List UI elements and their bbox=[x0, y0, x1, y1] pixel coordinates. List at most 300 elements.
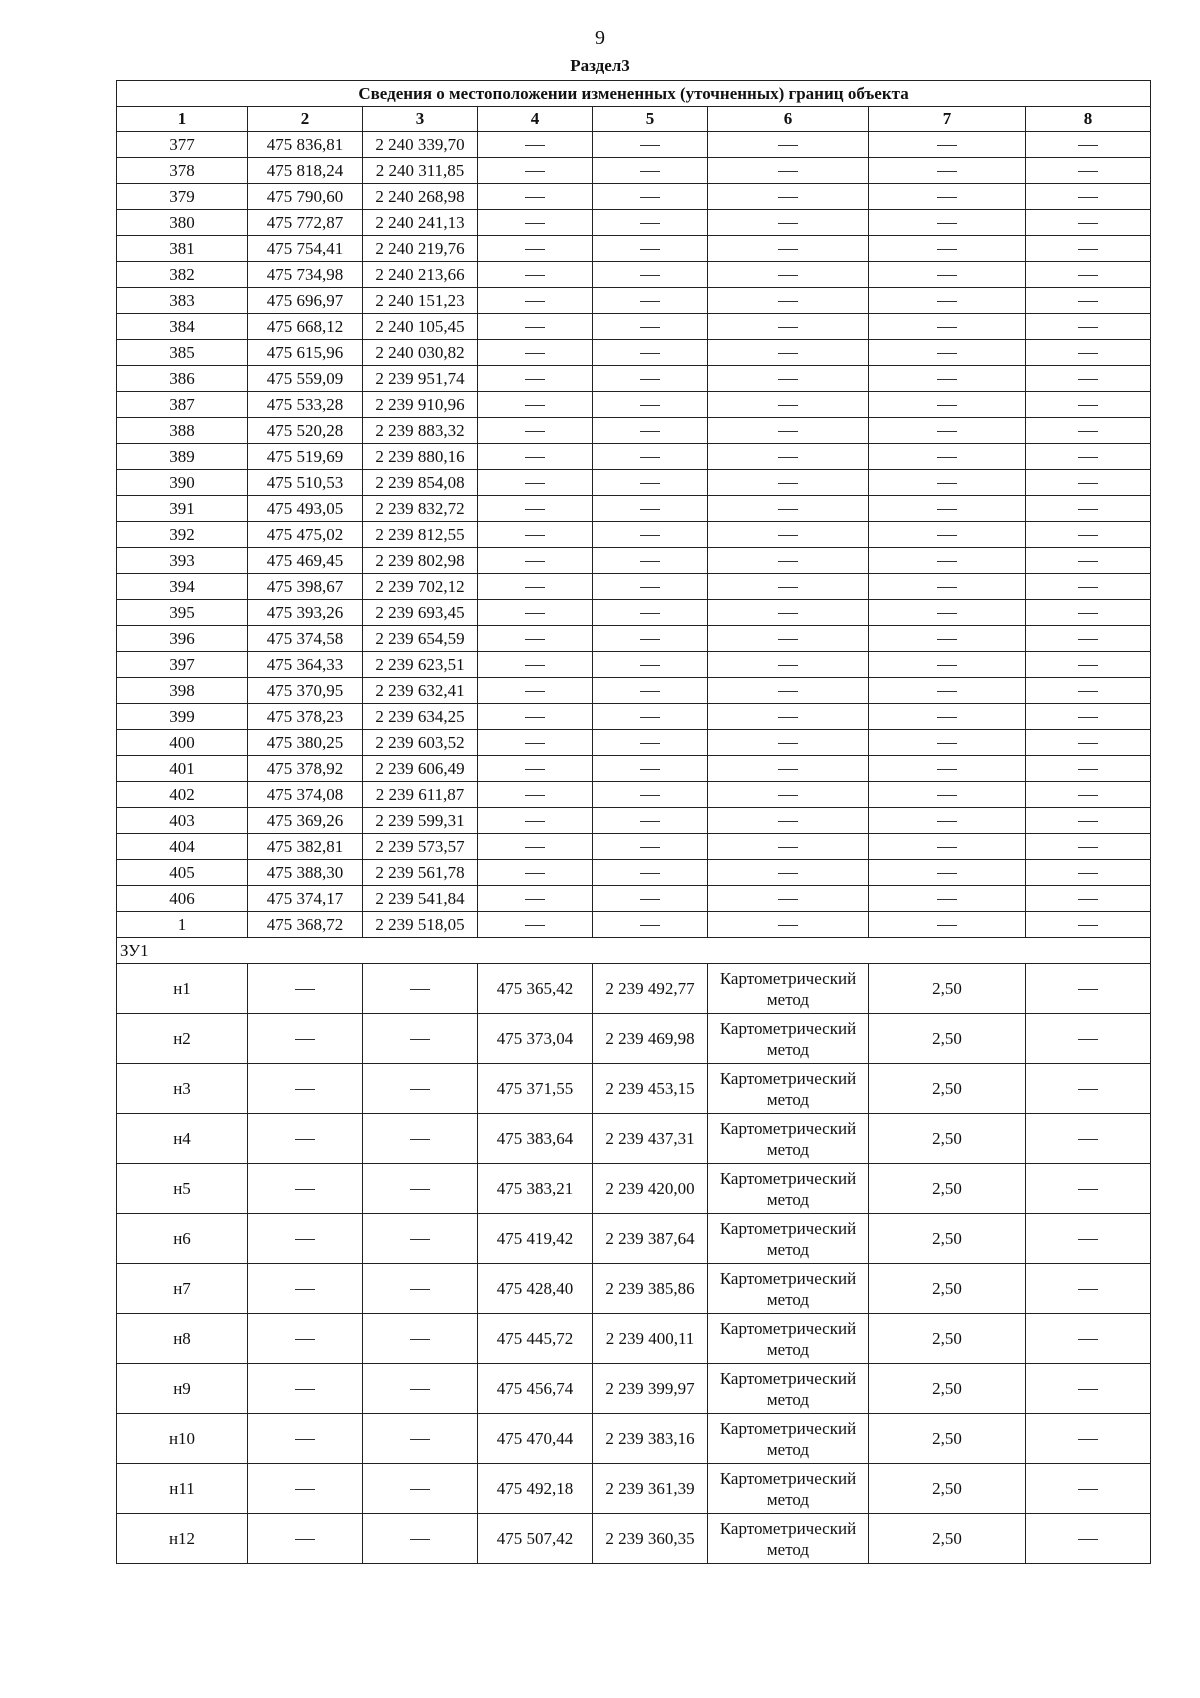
empty-dash-cell bbox=[478, 548, 593, 574]
dash-mark bbox=[778, 561, 798, 562]
empty-dash-cell bbox=[869, 444, 1026, 470]
empty-dash-cell bbox=[708, 158, 869, 184]
y-coordinate-cell: 2 239 603,52 bbox=[363, 730, 478, 756]
empty-dash-cell bbox=[869, 652, 1026, 678]
table-row bbox=[117, 1014, 1151, 1064]
dash-mark bbox=[1078, 171, 1098, 172]
table-caption-row bbox=[117, 81, 1151, 107]
empty-dash-cell bbox=[1026, 1064, 1151, 1114]
empty-dash-cell bbox=[1026, 444, 1151, 470]
dash-mark bbox=[937, 743, 957, 744]
point-id-cell: н6 bbox=[117, 1214, 248, 1264]
point-id-cell: 388 bbox=[117, 418, 248, 444]
empty-dash-cell bbox=[708, 704, 869, 730]
point-id-cell: 377 bbox=[117, 132, 248, 158]
dash-mark bbox=[937, 665, 957, 666]
dash-mark bbox=[778, 405, 798, 406]
dash-mark bbox=[525, 171, 545, 172]
table-row bbox=[117, 782, 1151, 808]
empty-dash-cell bbox=[869, 912, 1026, 938]
empty-dash-cell bbox=[1026, 496, 1151, 522]
dash-mark bbox=[640, 613, 660, 614]
dash-mark bbox=[1078, 1089, 1098, 1090]
dash-mark bbox=[937, 509, 957, 510]
table-row bbox=[117, 1114, 1151, 1164]
dash-mark bbox=[937, 847, 957, 848]
dash-mark bbox=[937, 275, 957, 276]
empty-dash-cell bbox=[708, 626, 869, 652]
new-y-coordinate-cell: 2 239 383,16 bbox=[593, 1414, 708, 1464]
point-id-cell: н11 bbox=[117, 1464, 248, 1514]
empty-dash-cell bbox=[363, 1514, 478, 1564]
empty-dash-cell bbox=[478, 574, 593, 600]
dash-mark bbox=[937, 535, 957, 536]
empty-dash-cell bbox=[708, 548, 869, 574]
dash-mark bbox=[1078, 353, 1098, 354]
point-id-cell: 390 bbox=[117, 470, 248, 496]
dash-mark bbox=[937, 561, 957, 562]
dash-mark bbox=[525, 223, 545, 224]
y-coordinate-cell: 2 239 702,12 bbox=[363, 574, 478, 600]
dash-mark bbox=[937, 613, 957, 614]
dash-mark bbox=[525, 613, 545, 614]
dash-mark bbox=[778, 509, 798, 510]
point-id-cell: 382 bbox=[117, 262, 248, 288]
dash-mark bbox=[640, 327, 660, 328]
method-cell: Картометрический метод bbox=[708, 1464, 869, 1514]
new-y-coordinate-cell: 2 239 420,00 bbox=[593, 1164, 708, 1214]
dash-mark bbox=[640, 691, 660, 692]
empty-dash-cell bbox=[478, 808, 593, 834]
empty-dash-cell bbox=[478, 730, 593, 756]
empty-dash-cell bbox=[478, 210, 593, 236]
new-y-coordinate-cell: 2 239 453,15 bbox=[593, 1064, 708, 1114]
new-x-coordinate-cell: 475 383,21 bbox=[478, 1164, 593, 1214]
dash-mark bbox=[937, 405, 957, 406]
point-id-cell: 383 bbox=[117, 288, 248, 314]
empty-dash-cell bbox=[708, 574, 869, 600]
table-row bbox=[117, 756, 1151, 782]
table-row bbox=[117, 236, 1151, 262]
new-x-coordinate-cell: 475 419,42 bbox=[478, 1214, 593, 1264]
dash-mark bbox=[295, 1439, 315, 1440]
dash-mark bbox=[1078, 509, 1098, 510]
dash-mark bbox=[937, 821, 957, 822]
dash-mark bbox=[640, 717, 660, 718]
y-coordinate-cell: 2 239 880,16 bbox=[363, 444, 478, 470]
point-id-cell: 1 bbox=[117, 912, 248, 938]
dash-mark bbox=[525, 795, 545, 796]
empty-dash-cell bbox=[869, 756, 1026, 782]
dash-mark bbox=[937, 431, 957, 432]
x-coordinate-cell: 475 790,60 bbox=[248, 184, 363, 210]
empty-dash-cell bbox=[363, 1414, 478, 1464]
empty-dash-cell bbox=[363, 1064, 478, 1114]
dash-mark bbox=[525, 301, 545, 302]
dash-mark bbox=[778, 717, 798, 718]
empty-dash-cell bbox=[248, 1464, 363, 1514]
point-id-cell: 397 bbox=[117, 652, 248, 678]
empty-dash-cell bbox=[708, 522, 869, 548]
column-number: 1 bbox=[117, 107, 248, 132]
x-coordinate-cell: 475 533,28 bbox=[248, 392, 363, 418]
empty-dash-cell bbox=[708, 210, 869, 236]
column-number: 3 bbox=[363, 107, 478, 132]
point-id-cell: 389 bbox=[117, 444, 248, 470]
empty-dash-cell bbox=[593, 756, 708, 782]
empty-dash-cell bbox=[478, 470, 593, 496]
y-coordinate-cell: 2 239 623,51 bbox=[363, 652, 478, 678]
empty-dash-cell bbox=[1026, 1114, 1151, 1164]
empty-dash-cell bbox=[593, 678, 708, 704]
empty-dash-cell bbox=[248, 1014, 363, 1064]
column-number: 5 bbox=[593, 107, 708, 132]
dash-mark bbox=[1078, 1239, 1098, 1240]
dash-mark bbox=[937, 587, 957, 588]
point-id-cell: 406 bbox=[117, 886, 248, 912]
dash-mark bbox=[1078, 197, 1098, 198]
dash-mark bbox=[640, 769, 660, 770]
x-coordinate-cell: 475 510,53 bbox=[248, 470, 363, 496]
column-number: 2 bbox=[248, 107, 363, 132]
empty-dash-cell bbox=[593, 184, 708, 210]
empty-dash-cell bbox=[1026, 574, 1151, 600]
empty-dash-cell bbox=[593, 860, 708, 886]
table-row bbox=[117, 210, 1151, 236]
empty-dash-cell bbox=[1026, 392, 1151, 418]
accuracy-cell: 2,50 bbox=[869, 1164, 1026, 1214]
empty-dash-cell bbox=[708, 912, 869, 938]
empty-dash-cell bbox=[1026, 522, 1151, 548]
dash-mark bbox=[525, 561, 545, 562]
empty-dash-cell bbox=[593, 444, 708, 470]
y-coordinate-cell: 2 239 883,32 bbox=[363, 418, 478, 444]
dash-mark bbox=[778, 483, 798, 484]
y-coordinate-cell: 2 239 910,96 bbox=[363, 392, 478, 418]
point-id-cell: 381 bbox=[117, 236, 248, 262]
method-cell: Картометрический метод bbox=[708, 1264, 869, 1314]
table-row bbox=[117, 600, 1151, 626]
dash-mark bbox=[1078, 873, 1098, 874]
x-coordinate-cell: 475 519,69 bbox=[248, 444, 363, 470]
dash-mark bbox=[937, 145, 957, 146]
empty-dash-cell bbox=[869, 262, 1026, 288]
point-id-cell: н2 bbox=[117, 1014, 248, 1064]
empty-dash-cell bbox=[869, 782, 1026, 808]
point-id-cell: 392 bbox=[117, 522, 248, 548]
empty-dash-cell bbox=[1026, 1264, 1151, 1314]
empty-dash-cell bbox=[708, 756, 869, 782]
x-coordinate-cell: 475 382,81 bbox=[248, 834, 363, 860]
dash-mark bbox=[778, 457, 798, 458]
empty-dash-cell bbox=[869, 574, 1026, 600]
x-coordinate-cell: 475 493,05 bbox=[248, 496, 363, 522]
group-row bbox=[117, 938, 1151, 964]
empty-dash-cell bbox=[478, 366, 593, 392]
dash-mark bbox=[295, 1039, 315, 1040]
empty-dash-cell bbox=[708, 496, 869, 522]
table-caption: Сведения о местоположении измененных (уточненных) границ объекта bbox=[117, 81, 1151, 107]
table-row bbox=[117, 912, 1151, 938]
empty-dash-cell bbox=[869, 496, 1026, 522]
empty-dash-cell bbox=[478, 782, 593, 808]
dash-mark bbox=[640, 457, 660, 458]
dash-mark bbox=[778, 535, 798, 536]
dash-mark bbox=[778, 665, 798, 666]
empty-dash-cell bbox=[478, 184, 593, 210]
table-row bbox=[117, 444, 1151, 470]
dash-mark bbox=[1078, 223, 1098, 224]
table-row bbox=[117, 678, 1151, 704]
dash-mark bbox=[1078, 587, 1098, 588]
table-row bbox=[117, 314, 1151, 340]
empty-dash-cell bbox=[593, 730, 708, 756]
x-coordinate-cell: 475 398,67 bbox=[248, 574, 363, 600]
dash-mark bbox=[410, 1489, 430, 1490]
point-id-cell: н4 bbox=[117, 1114, 248, 1164]
empty-dash-cell bbox=[708, 392, 869, 418]
empty-dash-cell bbox=[1026, 236, 1151, 262]
empty-dash-cell bbox=[1026, 340, 1151, 366]
y-coordinate-cell: 2 239 832,72 bbox=[363, 496, 478, 522]
empty-dash-cell bbox=[363, 1464, 478, 1514]
empty-dash-cell bbox=[593, 210, 708, 236]
dash-mark bbox=[525, 847, 545, 848]
new-y-coordinate-cell: 2 239 399,97 bbox=[593, 1364, 708, 1414]
empty-dash-cell bbox=[478, 678, 593, 704]
empty-dash-cell bbox=[593, 236, 708, 262]
empty-dash-cell bbox=[593, 522, 708, 548]
y-coordinate-cell: 2 239 518,05 bbox=[363, 912, 478, 938]
point-id-cell: н5 bbox=[117, 1164, 248, 1214]
empty-dash-cell bbox=[593, 132, 708, 158]
empty-dash-cell bbox=[593, 652, 708, 678]
column-number: 6 bbox=[708, 107, 869, 132]
dash-mark bbox=[640, 301, 660, 302]
table-row bbox=[117, 392, 1151, 418]
dash-mark bbox=[295, 1239, 315, 1240]
dash-mark bbox=[778, 691, 798, 692]
table-row bbox=[117, 548, 1151, 574]
x-coordinate-cell: 475 368,72 bbox=[248, 912, 363, 938]
empty-dash-cell bbox=[708, 288, 869, 314]
dash-mark bbox=[1078, 561, 1098, 562]
dash-mark bbox=[640, 743, 660, 744]
point-id-cell: 386 bbox=[117, 366, 248, 392]
x-coordinate-cell: 475 469,45 bbox=[248, 548, 363, 574]
dash-mark bbox=[295, 1139, 315, 1140]
empty-dash-cell bbox=[708, 860, 869, 886]
empty-dash-cell bbox=[708, 262, 869, 288]
new-y-coordinate-cell: 2 239 400,11 bbox=[593, 1314, 708, 1364]
dash-mark bbox=[778, 145, 798, 146]
new-y-coordinate-cell: 2 239 387,64 bbox=[593, 1214, 708, 1264]
dash-mark bbox=[937, 457, 957, 458]
dash-mark bbox=[778, 873, 798, 874]
y-coordinate-cell: 2 239 634,25 bbox=[363, 704, 478, 730]
empty-dash-cell bbox=[1026, 782, 1151, 808]
accuracy-cell: 2,50 bbox=[869, 1014, 1026, 1064]
dash-mark bbox=[1078, 431, 1098, 432]
dash-mark bbox=[1078, 1139, 1098, 1140]
empty-dash-cell bbox=[593, 496, 708, 522]
dash-mark bbox=[937, 483, 957, 484]
new-x-coordinate-cell: 475 470,44 bbox=[478, 1414, 593, 1464]
dash-mark bbox=[937, 171, 957, 172]
dash-mark bbox=[295, 1089, 315, 1090]
empty-dash-cell bbox=[869, 288, 1026, 314]
empty-dash-cell bbox=[593, 808, 708, 834]
empty-dash-cell bbox=[478, 704, 593, 730]
empty-dash-cell bbox=[1026, 210, 1151, 236]
x-coordinate-cell: 475 364,33 bbox=[248, 652, 363, 678]
empty-dash-cell bbox=[869, 366, 1026, 392]
table-row bbox=[117, 652, 1151, 678]
empty-dash-cell bbox=[1026, 600, 1151, 626]
dash-mark bbox=[937, 353, 957, 354]
y-coordinate-cell: 2 240 151,23 bbox=[363, 288, 478, 314]
dash-mark bbox=[937, 795, 957, 796]
dash-mark bbox=[778, 223, 798, 224]
empty-dash-cell bbox=[593, 704, 708, 730]
empty-dash-cell bbox=[248, 1164, 363, 1214]
empty-dash-cell bbox=[478, 860, 593, 886]
table-row bbox=[117, 288, 1151, 314]
dash-mark bbox=[410, 1289, 430, 1290]
dash-mark bbox=[1078, 717, 1098, 718]
dash-mark bbox=[295, 1339, 315, 1340]
dash-mark bbox=[525, 197, 545, 198]
y-coordinate-cell: 2 240 241,13 bbox=[363, 210, 478, 236]
dash-mark bbox=[525, 457, 545, 458]
empty-dash-cell bbox=[1026, 1514, 1151, 1564]
empty-dash-cell bbox=[1026, 314, 1151, 340]
dash-mark bbox=[410, 1239, 430, 1240]
empty-dash-cell bbox=[593, 600, 708, 626]
empty-dash-cell bbox=[1026, 886, 1151, 912]
empty-dash-cell bbox=[708, 808, 869, 834]
dash-mark bbox=[1078, 1039, 1098, 1040]
new-x-coordinate-cell: 475 383,64 bbox=[478, 1114, 593, 1164]
dash-mark bbox=[525, 743, 545, 744]
table-row bbox=[117, 418, 1151, 444]
dash-mark bbox=[1078, 379, 1098, 380]
column-number: 7 bbox=[869, 107, 1026, 132]
table-row bbox=[117, 730, 1151, 756]
point-id-cell: 402 bbox=[117, 782, 248, 808]
dash-mark bbox=[525, 717, 545, 718]
point-id-cell: 384 bbox=[117, 314, 248, 340]
accuracy-cell: 2,50 bbox=[869, 1214, 1026, 1264]
y-coordinate-cell: 2 239 611,87 bbox=[363, 782, 478, 808]
empty-dash-cell bbox=[1026, 1364, 1151, 1414]
dash-mark bbox=[640, 561, 660, 562]
empty-dash-cell bbox=[869, 730, 1026, 756]
x-coordinate-cell: 475 378,23 bbox=[248, 704, 363, 730]
y-coordinate-cell: 2 240 339,70 bbox=[363, 132, 478, 158]
dash-mark bbox=[295, 989, 315, 990]
dash-mark bbox=[640, 379, 660, 380]
method-cell: Картометрический метод bbox=[708, 1364, 869, 1414]
empty-dash-cell bbox=[593, 262, 708, 288]
new-x-coordinate-cell: 475 365,42 bbox=[478, 964, 593, 1014]
dash-mark bbox=[410, 1189, 430, 1190]
dash-mark bbox=[525, 873, 545, 874]
table-row bbox=[117, 262, 1151, 288]
empty-dash-cell bbox=[869, 548, 1026, 574]
point-id-cell: н1 bbox=[117, 964, 248, 1014]
point-id-cell: 380 bbox=[117, 210, 248, 236]
empty-dash-cell bbox=[708, 184, 869, 210]
new-x-coordinate-cell: 475 428,40 bbox=[478, 1264, 593, 1314]
x-coordinate-cell: 475 754,41 bbox=[248, 236, 363, 262]
empty-dash-cell bbox=[248, 1114, 363, 1164]
x-coordinate-cell: 475 369,26 bbox=[248, 808, 363, 834]
empty-dash-cell bbox=[478, 262, 593, 288]
point-id-cell: н8 bbox=[117, 1314, 248, 1364]
table-body bbox=[117, 81, 1151, 1564]
dash-mark bbox=[525, 925, 545, 926]
dash-mark bbox=[1078, 769, 1098, 770]
y-coordinate-cell: 2 240 219,76 bbox=[363, 236, 478, 262]
empty-dash-cell bbox=[708, 678, 869, 704]
x-coordinate-cell: 475 615,96 bbox=[248, 340, 363, 366]
empty-dash-cell bbox=[869, 600, 1026, 626]
x-coordinate-cell: 475 374,58 bbox=[248, 626, 363, 652]
empty-dash-cell bbox=[869, 834, 1026, 860]
group-label: ЗУ1 bbox=[117, 938, 1151, 964]
dash-mark bbox=[525, 691, 545, 692]
x-coordinate-cell: 475 734,98 bbox=[248, 262, 363, 288]
method-cell: Картометрический метод bbox=[708, 1064, 869, 1114]
empty-dash-cell bbox=[1026, 1414, 1151, 1464]
dash-mark bbox=[295, 1539, 315, 1540]
dash-mark bbox=[937, 301, 957, 302]
accuracy-cell: 2,50 bbox=[869, 1064, 1026, 1114]
dash-mark bbox=[410, 1439, 430, 1440]
empty-dash-cell bbox=[478, 340, 593, 366]
dash-mark bbox=[640, 431, 660, 432]
dash-mark bbox=[778, 587, 798, 588]
x-coordinate-cell: 475 388,30 bbox=[248, 860, 363, 886]
dash-mark bbox=[1078, 691, 1098, 692]
accuracy-cell: 2,50 bbox=[869, 1364, 1026, 1414]
dash-mark bbox=[1078, 613, 1098, 614]
empty-dash-cell bbox=[1026, 158, 1151, 184]
dash-mark bbox=[937, 769, 957, 770]
dash-mark bbox=[525, 587, 545, 588]
empty-dash-cell bbox=[708, 366, 869, 392]
dash-mark bbox=[525, 535, 545, 536]
empty-dash-cell bbox=[1026, 912, 1151, 938]
empty-dash-cell bbox=[869, 886, 1026, 912]
dash-mark bbox=[640, 899, 660, 900]
dash-mark bbox=[295, 1189, 315, 1190]
point-id-cell: 399 bbox=[117, 704, 248, 730]
dash-mark bbox=[778, 743, 798, 744]
accuracy-cell: 2,50 bbox=[869, 1314, 1026, 1364]
point-id-cell: н3 bbox=[117, 1064, 248, 1114]
point-id-cell: 378 bbox=[117, 158, 248, 184]
point-id-cell: н7 bbox=[117, 1264, 248, 1314]
method-cell: Картометрический метод bbox=[708, 1414, 869, 1464]
dash-mark bbox=[937, 639, 957, 640]
dash-mark bbox=[640, 483, 660, 484]
y-coordinate-cell: 2 240 030,82 bbox=[363, 340, 478, 366]
empty-dash-cell bbox=[1026, 964, 1151, 1014]
empty-dash-cell bbox=[478, 522, 593, 548]
empty-dash-cell bbox=[593, 912, 708, 938]
